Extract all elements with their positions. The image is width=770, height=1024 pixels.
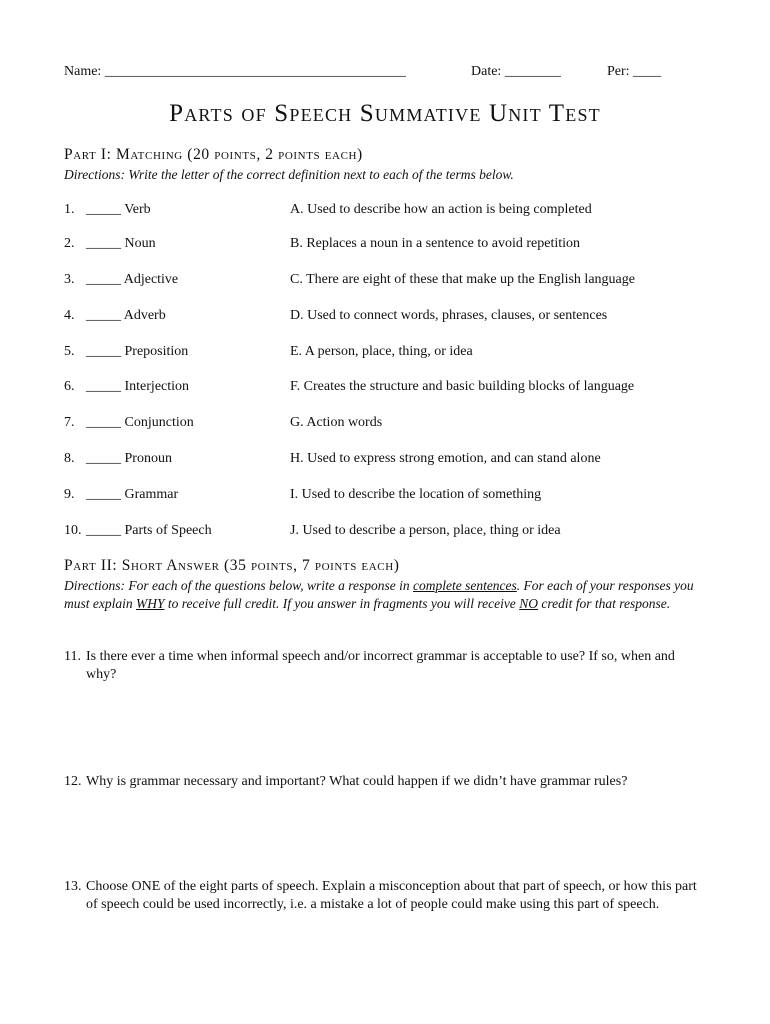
question-number: 12. [64, 774, 82, 789]
item-definition: H. Used to express strong emotion, and can stand alone [290, 451, 601, 466]
item-term: _____ Grammar [86, 487, 179, 502]
item-definition: C. There are eight of these that make up the English language [290, 272, 635, 287]
question-number: 11. [64, 649, 81, 664]
matching-row [64, 523, 714, 543]
item-number: 3. [64, 272, 75, 287]
part1-heading: Part I: Matching (20 points, 2 points each) [64, 146, 363, 163]
item-number: 8. [64, 451, 75, 466]
item-term: _____ Parts of Speech [86, 523, 212, 538]
item-definition: E. A person, place, thing, or idea [290, 344, 473, 359]
item-definition: A. Used to describe how an action is being completed [290, 202, 592, 217]
item-definition: J. Used to describe a person, place, thing or idea [290, 523, 561, 538]
item-number: 10. [64, 523, 82, 538]
item-term: _____ Adverb [86, 308, 166, 323]
directions-emphasis: NO [519, 596, 538, 611]
matching-row [64, 202, 714, 222]
directions-text: Directions: For each of the questions below, write a response in [64, 578, 413, 593]
name-field-label: Name: ___________________________________________ [64, 64, 406, 79]
directions-emphasis: WHY [136, 596, 165, 611]
question-text: Choose ONE of the eight parts of speech. Explain a misconception about that part of speech, or how this part of speech could be used incorrectly, i.e. a mistake a lot of people could make using this part of speech. [86, 879, 697, 912]
item-number: 6. [64, 379, 75, 394]
part2-directions [64, 577, 704, 613]
matching-row [64, 415, 714, 435]
item-definition: B. Replaces a noun in a sentence to avoid repetition [290, 236, 581, 251]
part2-heading: Part II: Short Answer (35 points, 7 points each) [64, 557, 400, 574]
matching-row [64, 487, 714, 507]
item-term: _____ Preposition [86, 344, 189, 359]
matching-row [64, 344, 714, 364]
matching-row [64, 379, 714, 399]
item-term: _____ Adjective [86, 272, 179, 287]
period-field-label: Per: ____ [607, 64, 662, 79]
matching-row [64, 236, 714, 256]
item-definition: D. Used to connect words, phrases, clauses, or sentences [290, 308, 608, 323]
item-term: _____ Pronoun [86, 451, 172, 466]
short-answer-question [64, 878, 704, 914]
item-number: 5. [64, 344, 75, 359]
directions-text: credit for that response. [537, 596, 671, 611]
page-title: Parts of Speech Summative Unit Test [169, 100, 601, 127]
item-term: _____ Verb [86, 202, 151, 217]
item-term: _____ Conjunction [86, 415, 194, 430]
matching-row [64, 272, 714, 292]
short-answer-question [64, 773, 704, 791]
question-text: Why is grammar necessary and important? What could happen if we didn’t have grammar rules? [86, 774, 628, 789]
item-number: 2. [64, 236, 75, 251]
date-field-label: Date: ________ [471, 64, 561, 79]
item-definition: I. Used to describe the location of something [290, 487, 542, 502]
matching-row [64, 451, 714, 471]
item-number: 4. [64, 308, 75, 323]
part1-directions: Directions: Write the letter of the correct definition next to each of the terms below. [64, 167, 514, 182]
item-number: 7. [64, 415, 75, 430]
item-number: 9. [64, 487, 75, 502]
item-term: _____ Interjection [86, 379, 190, 394]
item-number: 1. [64, 202, 75, 217]
item-definition: F. Creates the structure and basic building blocks of language [290, 379, 635, 394]
matching-row [64, 308, 714, 328]
question-text: Is there ever a time when informal speech and/or incorrect grammar is acceptable to use? If so, when and why? [86, 649, 675, 682]
directions-text: to receive full credit. If you answer in fragments you will receive [164, 596, 520, 611]
short-answer-question [64, 648, 704, 684]
question-number: 13. [64, 879, 82, 894]
directions-text: . For each of your responses you must explain [64, 578, 694, 611]
item-term: _____ Noun [86, 236, 156, 251]
directions-emphasis: complete sentences [412, 578, 517, 593]
item-definition: G. Action words [290, 415, 383, 430]
